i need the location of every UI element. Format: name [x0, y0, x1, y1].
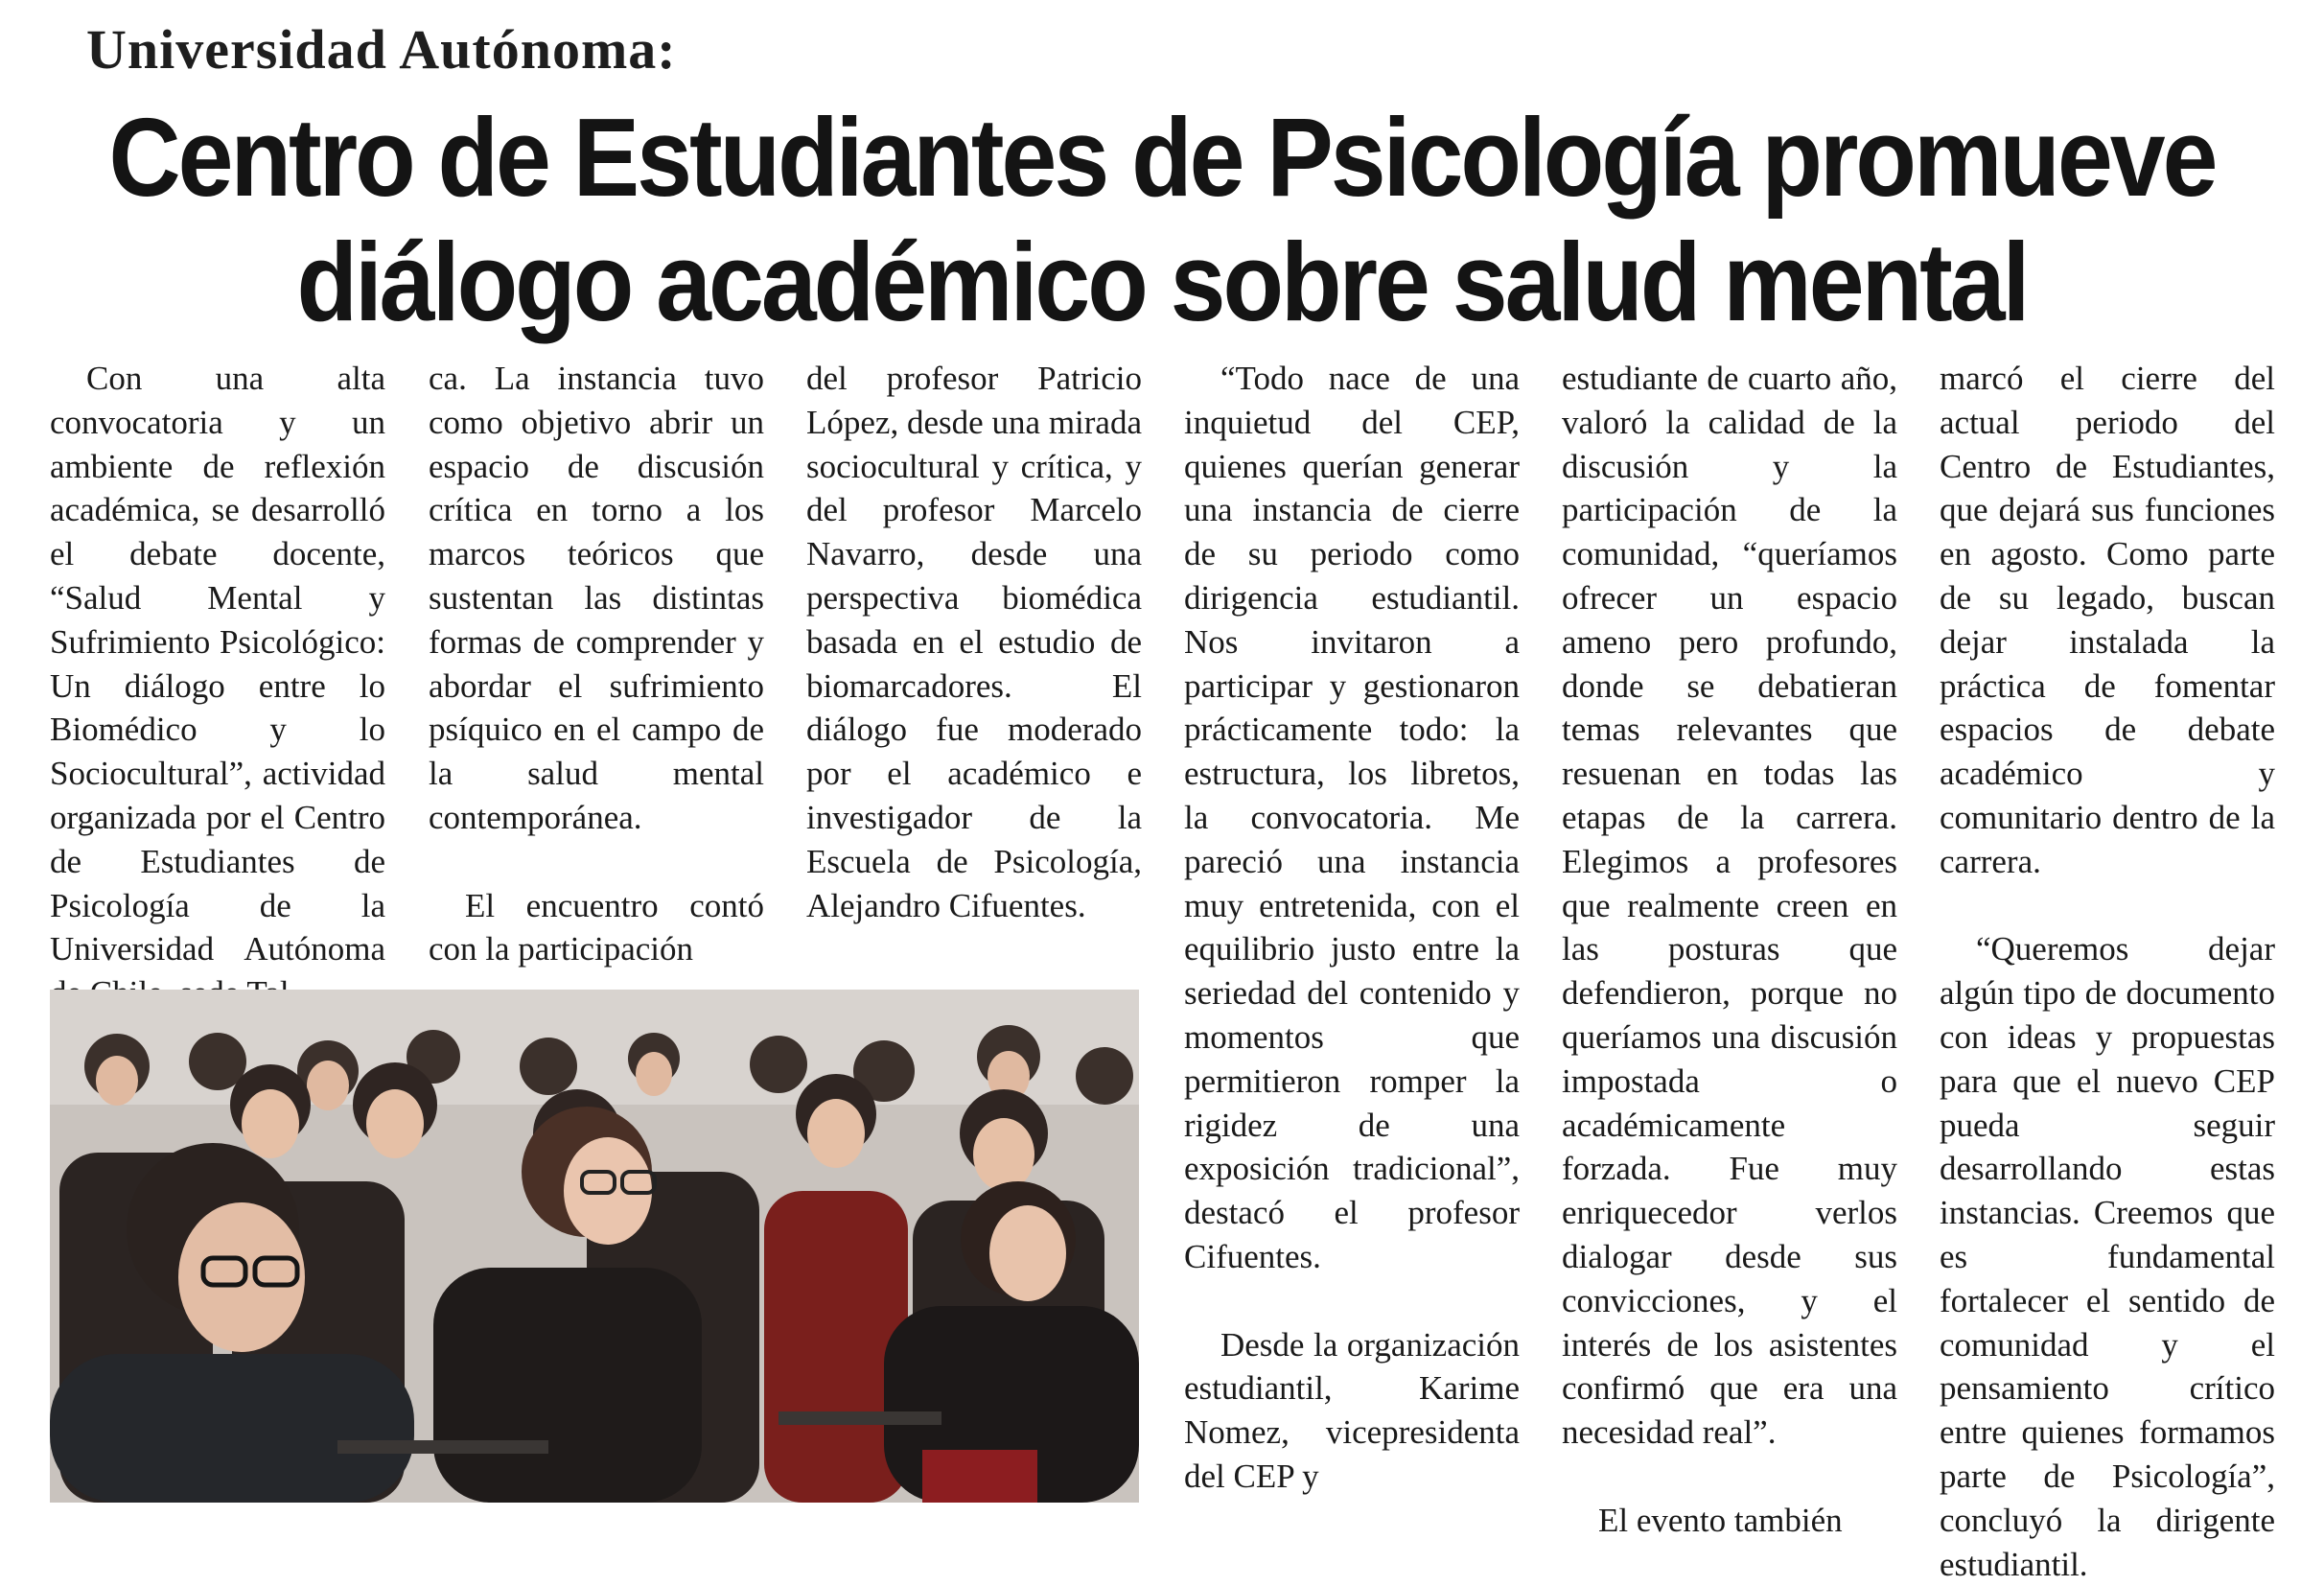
paragraph: marcó el cierre del actual periodo del Centro de Estudiantes, que dejará sus funciones en agosto. Como parte de su legado, buscan dejar instalada la práctica de fomentar espacios de debate académico y comunitario dentro de la carrera.: [1940, 360, 2275, 880]
paragraph: ca. La instancia tuvo como objetivo abrir un espacio de discusión crítica en torno a los marcos teóricos que sustentan las distintas formas de comprender y abordar el sufrimiento psíquico en el campo de la salud mental contemporánea.: [429, 360, 764, 836]
paragraph: El encuentro contó con la participación: [429, 886, 764, 968]
article-column-2: [429, 357, 764, 971]
article-column-6: [1940, 357, 2275, 1586]
paragraph: El evento también: [1598, 1501, 1843, 1539]
paragraph: Desde la organización estudiantil, Karime Nomez, vicepresidenta del CEP y: [1184, 1325, 1520, 1495]
audience-photo-illustration: [50, 990, 1139, 1503]
article-column-1: [50, 357, 385, 1015]
article-column-4: [1184, 357, 1520, 1499]
paragraph: “Todo nace de una inquietud del CEP, quienes querían generar una instancia de cierre de su periodo como dirigencia estudiantil. Nos invitaron a participar y gestionaron prácticamente todo: la estructura, los libretos, la convocatoria. Me pareció una instancia muy entretenida, con el equilibrio justo entre la seriedad del contenido y momentos que permitieron romper la rigidez de una exposición tradicional”, destacó el profesor Cifuentes.: [1184, 360, 1520, 1275]
paragraph: estudiante de cuarto año, valoró la calidad de la discusión y la participación de la comunidad, “queríamos ofrecer un espacio ameno pero profundo, donde se debatieran temas relevantes que resuenan en todas las etapas de la carrera. Elegimos a profesores que realmente creen en las posturas que defendieron, porque no queríamos una discusión impostada o académicamente forzada. Fue muy enriquecedor verlos dialogar desde sus convicciones, y el interés de los asistentes confirmó que era una necesidad real”.: [1562, 360, 1897, 1452]
headline: [0, 96, 2324, 345]
article-column-5: [1562, 357, 1897, 1543]
article-column-3: [806, 357, 1142, 927]
headline-line-1: Centro de Estudiantes de Psicología promueve: [108, 96, 2216, 221]
paragraph: Con una alta convocatoria y un ambiente de reflexión académica, se desarrolló el debate docente, “Salud Mental y Sufrimiento Psicológico: Un diálogo entre lo Biomédico y lo Sociocultural”, actividad organizada por el Centro de Estudiantes de Psicología de la Universidad Autónoma: [50, 360, 385, 968]
audience-photo: [50, 990, 1139, 1503]
paragraph: “Queremos dejar algún tipo de documento con ideas y propuestas para que el nuevo CEP pueda seguir desarrollando estas instancias. Creemos que es fundamental fortalecer el sentido de comunidad y el pensamiento crítico entre quienes formamos parte de Psicología”, concluyó la dirigente estudiantil.: [1940, 930, 2275, 1583]
section-kicker: Universidad Autónoma:: [86, 18, 677, 81]
headline-line-2: diálogo académico sobre salud mental: [296, 220, 2028, 345]
paragraph: del profesor Patricio López, desde una mirada sociocultural y crítica, y del profesor Marcelo Navarro, desde una perspectiva biomédica basada en el estudio de biomarcadores. El diálogo fue moderado por el académico e investigador de la Escuela de Psicología, Alejandro Cifuentes.: [806, 360, 1142, 924]
